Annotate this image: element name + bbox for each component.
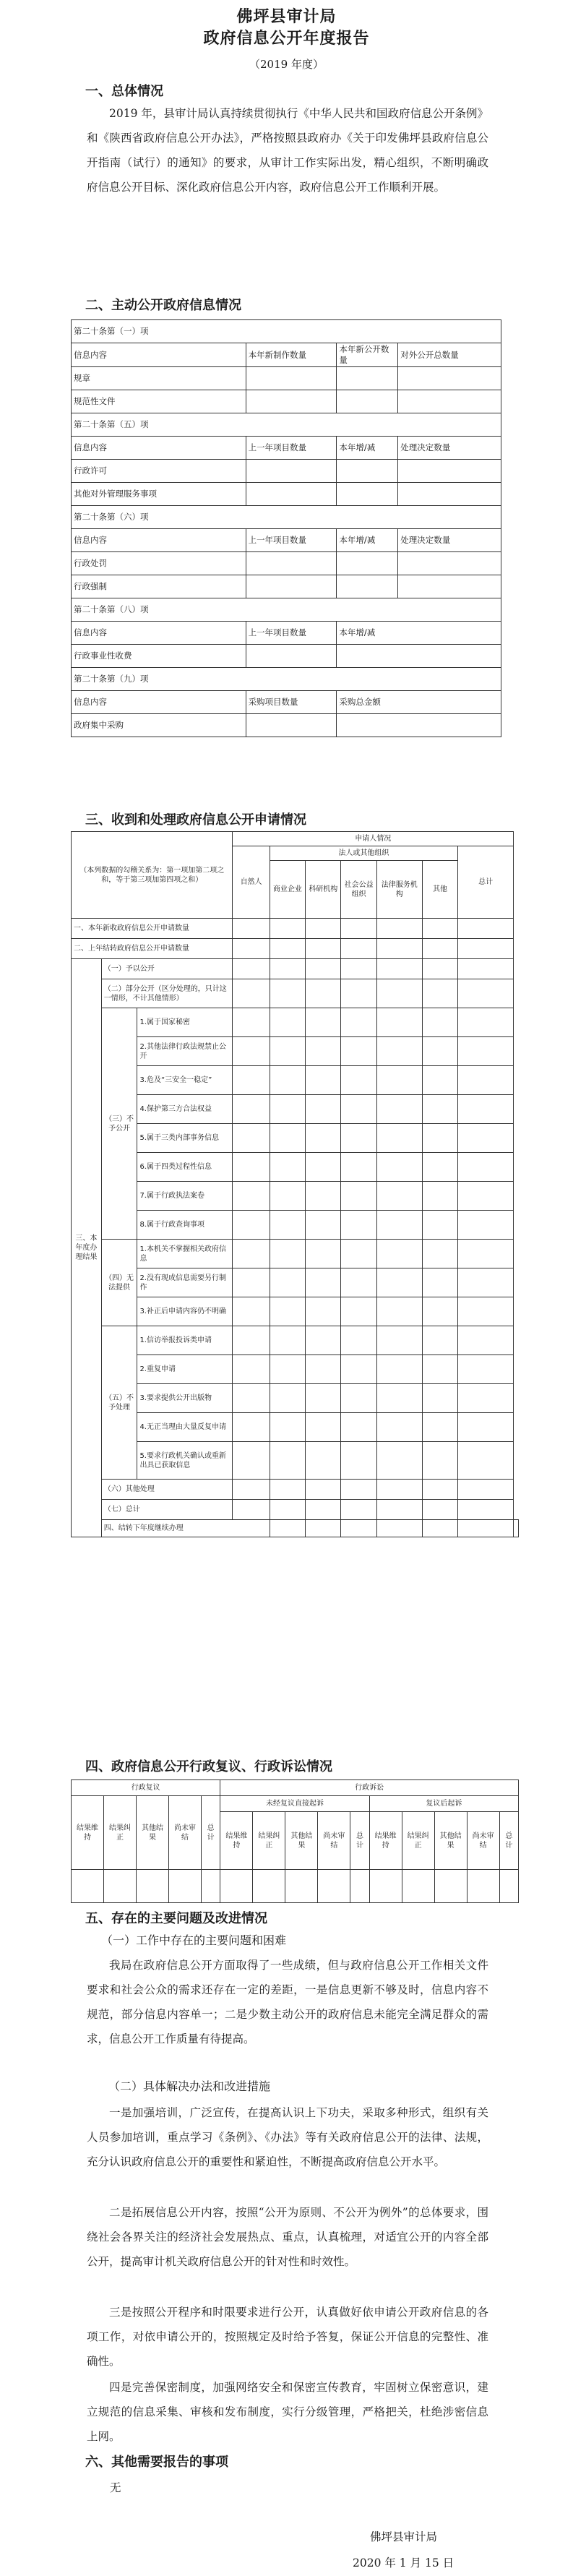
section-1-heading: 一、总体情况 — [85, 84, 163, 99]
proactive-disclosure-table: 第二十条第（一）项 信息内容 本年新制作数量 本年新公开数量 对外公开总数量 规章 规范性文件 第二十条第（五）项 信息内容 上一年项目数量 本年增/减 处理决定数量 行政许可 其他对外管理服务事项 第二十条第（六）项 信息内容 上一年项目数量 本年增/减 处理决定数量 行政处罚 行政强制 第二十条第（八）项 信息内容 上一年项目数量 本年增/减 行政事业性收费 第二十条第（九）项 信息内容 采购项目数量 采购总金额 政府集中采购 — [71, 319, 501, 737]
signature-org: 佛坪县审计局 — [370, 2530, 438, 2543]
review-litigation-table: 行政复议 行政诉讼 结果维持 结果纠正 其他结果 尚未审结 总计 未经复议直接起诉 复议后起诉 结果维持 结果纠正 其他结果 尚未审结 总计 结果维持 结果纠正 其他结果 尚未审结 总计 — [71, 1779, 519, 1903]
section-6-heading: 六、其他需要报告的事项 — [85, 2455, 228, 2470]
section-5-sub-1: （一）工作中存在的主要问题和困难 — [101, 1933, 287, 1947]
section-2-heading: 二、主动公开政府信息情况 — [85, 298, 241, 313]
report-title: 政府信息公开年度报告 — [203, 29, 370, 48]
section-5-heading: 五、存在的主要问题及改进情况 — [85, 1911, 267, 1926]
application-table: （本列数据的勾稽关系为：第一项加第二项之和，等于第三项加第四项之和） 申请人情况 自然人 法人或其他组织 总计 商业企业 科研机构 社会公益组织 法律服务机构 其他 一、本年新收政府信息公开申请数量 二、上年结转政府信息公开申请数量 三、本年度办理结果 （一）予以公开 （二）部分公开（区分处理的，只计这一情形，不计其他情形） （三）不予公开 1.属于国家秘密 2.其他法律行政法规禁止公开 3.危及“三安全一稳定” 4.保护第三方合法权益 5.属于三类内部事务信息 6.属于四类过程性信息 7.属于行政执法案卷 8.属于行政查询事项 （四）无法提供 1.本机关不掌握相关政府信息 2.没有现成信息需要另行制作 3.补正后申请内容仍不明确 （五）不予处理 1.信访举报投诉类申请 2.重复申请 3.要求提供公开出版物 4.无正当理由大量反复申请 5.要求行政机关确认或重新出具已获取信息 （六）其他处理 （七）总计 四、结转下年度继续办理 — [71, 831, 519, 1537]
section-5-para-2: 一是加强培训，广泛宣传，在提高认识上下功夫，采取多种形式，组织有关人员参加培训，重点学习《条例》、《办法》等有关政府信息公开的法律、法规，充分认识政府信息公开的重要性和紧迫性，不断提高政府信息公开水平。 — [87, 2106, 488, 2168]
section-5-sub-2: （二）具体解决办法和改进措施 — [108, 2079, 271, 2093]
section-5-para-3: 二是拓展信息公开内容，按照“公开为原则、不公开为例外”的总体要求，围绕社会各界关注的经济社会发展热点、重点，认真梳理，对适宜公开的内容全部公开，提高审计机关政府信息公开的针对性和时效性。 — [87, 2206, 488, 2268]
section-5-para-1: 我局在政府信息公开方面取得了一些成绩，但与政府信息公开工作相关文件要求和社会公众的需求还存在一定的差距，一是信息更新不够及时，信息内容不规范，部分信息内容单一；二是少数主动公开的政府信息未能完全满足群众的需求，信息公开工作质量有待提高。 — [87, 1959, 488, 2045]
corner-note: （本列数据的勾稽关系为：第一项加第二项之和，等于第三项加第四项之和） — [72, 832, 233, 919]
signature-date: 2020 年 1 月 15 日 — [353, 2556, 454, 2569]
section-5-para-5: 四是完善保密制度，加强网络安全和保密宣传教育，牢固树立保密意识，建立规范的信息采集、审核和发布制度，实行分级管理，严格把关，杜绝涉密信息上网。 — [87, 2381, 488, 2443]
report-title-org: 佛坪县审计局 — [236, 7, 337, 26]
report-year: （2019 年度） — [249, 58, 324, 71]
section-6-text: 无 — [110, 2481, 121, 2494]
section-5-para-4: 三是按照公开程序和时限要求进行公开，认真做好依申请公开政府信息的各项工作，对依申请公开的，按照规定及时给予答复，保证公开信息的完整性、准确性。 — [87, 2306, 488, 2368]
section-1-text: 2019 年，县审计局认真持续贯彻执行《中华人民共和国政府信息公开条例》和《陕西省政府信息公开办法》，严格按照县政府办《关于印发佛坪县政府信息公开指南（试行）的通知》的要求，从审计工作实际出发，精心组织，不断明确政府信息公开目标、深化政府信息公开内容，政府信息公开工作顺利开展。 — [87, 107, 488, 194]
section-3-heading: 三、收到和处理政府信息公开申请情况 — [85, 812, 306, 828]
section-4-heading: 四、政府信息公开行政复议、行政诉讼情况 — [85, 1759, 332, 1774]
